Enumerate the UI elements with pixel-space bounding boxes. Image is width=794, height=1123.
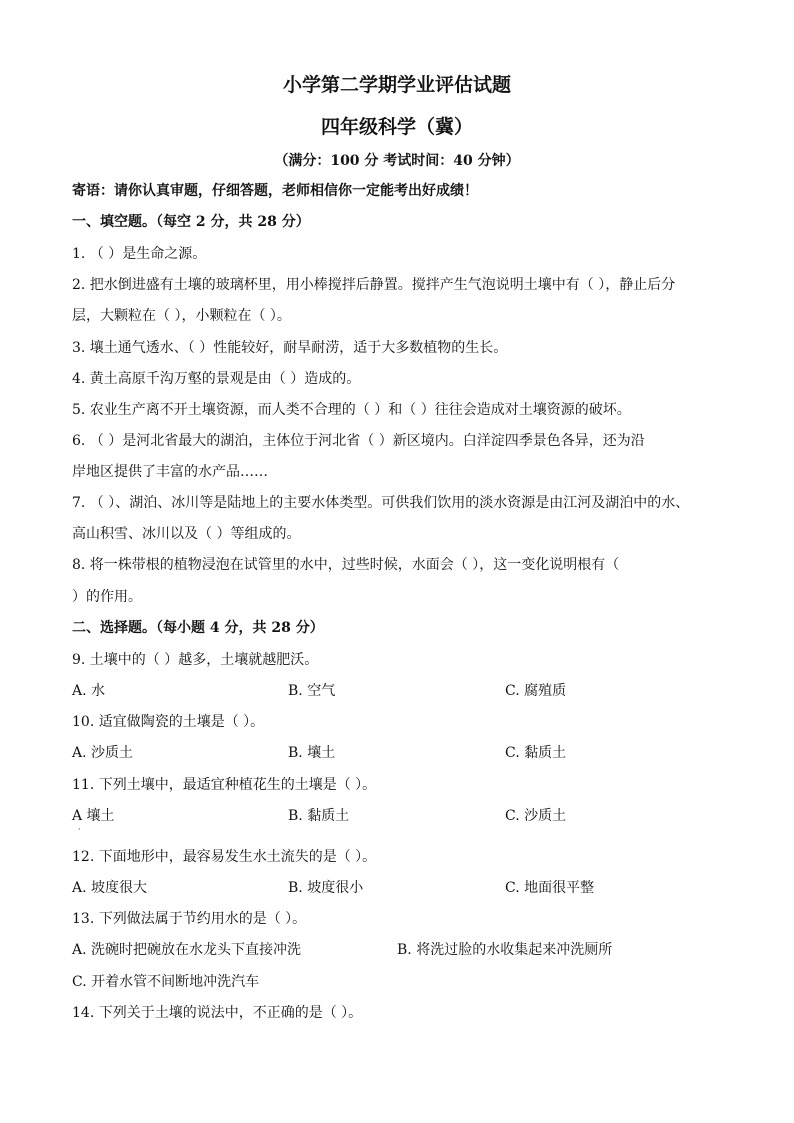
question-14: 14. 下列关于土壤的说法中，不正确的是（ ）。	[72, 1005, 363, 1021]
section2-heading: 二、选择题。（每小题 4 分，共 28 分）	[72, 620, 324, 636]
section1-heading: 一、填空题。（每空 2 分，共 28 分）	[72, 214, 310, 230]
question-12-option-a: A. 坡度很大	[72, 880, 148, 896]
question-13-option-c: C. 开着水管不间断地冲洗汽车	[72, 974, 260, 990]
question-11-option-a: A 壤土	[72, 808, 115, 824]
question-10-option-b: B. 壤土	[288, 745, 336, 761]
question-10-option-a: A. 沙质土	[72, 745, 134, 761]
stray-dot: ·	[78, 825, 81, 834]
exam-title: 小学第二学期学业评估试题	[282, 74, 511, 96]
question-10-option-c: C. 黏质土	[505, 745, 567, 761]
exam-subtitle: 四年级科学（冀）	[320, 116, 473, 138]
question-13-option-a: A. 洗碗时把碗放在水龙头下直接冲洗	[72, 942, 302, 958]
question-7-line2: 高山积雪、冰川以及（ ）等组成的。	[72, 526, 301, 542]
question-1: 1. （ ）是生命之源。	[72, 246, 207, 262]
question-12-option-b: B. 坡度很小	[288, 880, 364, 896]
question-10: 10. 适宜做陶瓷的土壤是（ ）。	[72, 714, 265, 730]
question-5: 5. 农业生产离不开土壤资源，而人类不合理的（ ）和（ ）往往会造成对土壤资源的破坏。	[72, 402, 631, 418]
question-13: 13. 下列做法属于节约用水的是（ ）。	[72, 911, 307, 927]
question-9-option-c: C. 腐殖质	[505, 683, 567, 699]
question-3: 3. 壤土通气透水、（ ）性能较好，耐旱耐涝，适于大多数植物的生长。	[72, 340, 508, 356]
question-9-option-a: A. 水	[72, 683, 106, 699]
question-9: 9. 土壤中的（ ）越多，土壤就越肥沃。	[72, 652, 319, 668]
question-4: 4. 黄土高原千沟万壑的景观是由（ ）造成的。	[72, 371, 361, 387]
question-13-option-b: B. 将洗过脸的水收集起来冲洗厕所	[397, 942, 613, 958]
question-11: 11. 下列土壤中，最适宜种植花生的土壤是（ ）。	[72, 777, 377, 793]
question-6-line2: 岸地区提供了丰富的水产品……	[72, 464, 268, 480]
question-2-line2: 层，大颗粒在（ ），小颗粒在（ ）。	[72, 308, 291, 324]
question-11-option-b: B. 黏质土	[288, 808, 350, 824]
question-2-line1: 2. 把水倒进盛有土壤的玻璃杯里，用小棒搅拌后静置。搅拌产生气泡说明土壤中有（ ），静止后分	[72, 277, 676, 293]
question-7-line1: 7. （ ）、湖泊、冰川等是陆地上的主要水体类型。可供我们饮用的淡水资源是由江河及湖泊中的水、	[72, 495, 690, 511]
exam-info: （满分：100 分 考试时间：40 分钟）	[274, 153, 520, 169]
question-12-option-c: C. 地面很平整	[505, 880, 595, 896]
question-6-line1: 6. （ ）是河北省最大的湖泊，主体位于河北省（ ）新区境内。白洋淀四季景色各异，还为沿	[72, 433, 645, 449]
question-12: 12. 下面地形中，最容易发生水土流失的是（ ）。	[72, 849, 377, 865]
question-8-line2: ）的作用。	[72, 589, 142, 605]
question-11-option-c: C. 沙质土	[505, 808, 567, 824]
message: 寄语：请你认真审题，仔细答题，老师相信你一定能考出好成绩！	[72, 183, 478, 199]
question-9-option-b: B. 空气	[288, 683, 336, 699]
question-8-line1: 8. 将一株带根的植物浸泡在试管里的水中，过些时候，水面会（ ），这一变化说明根有（	[72, 557, 620, 573]
